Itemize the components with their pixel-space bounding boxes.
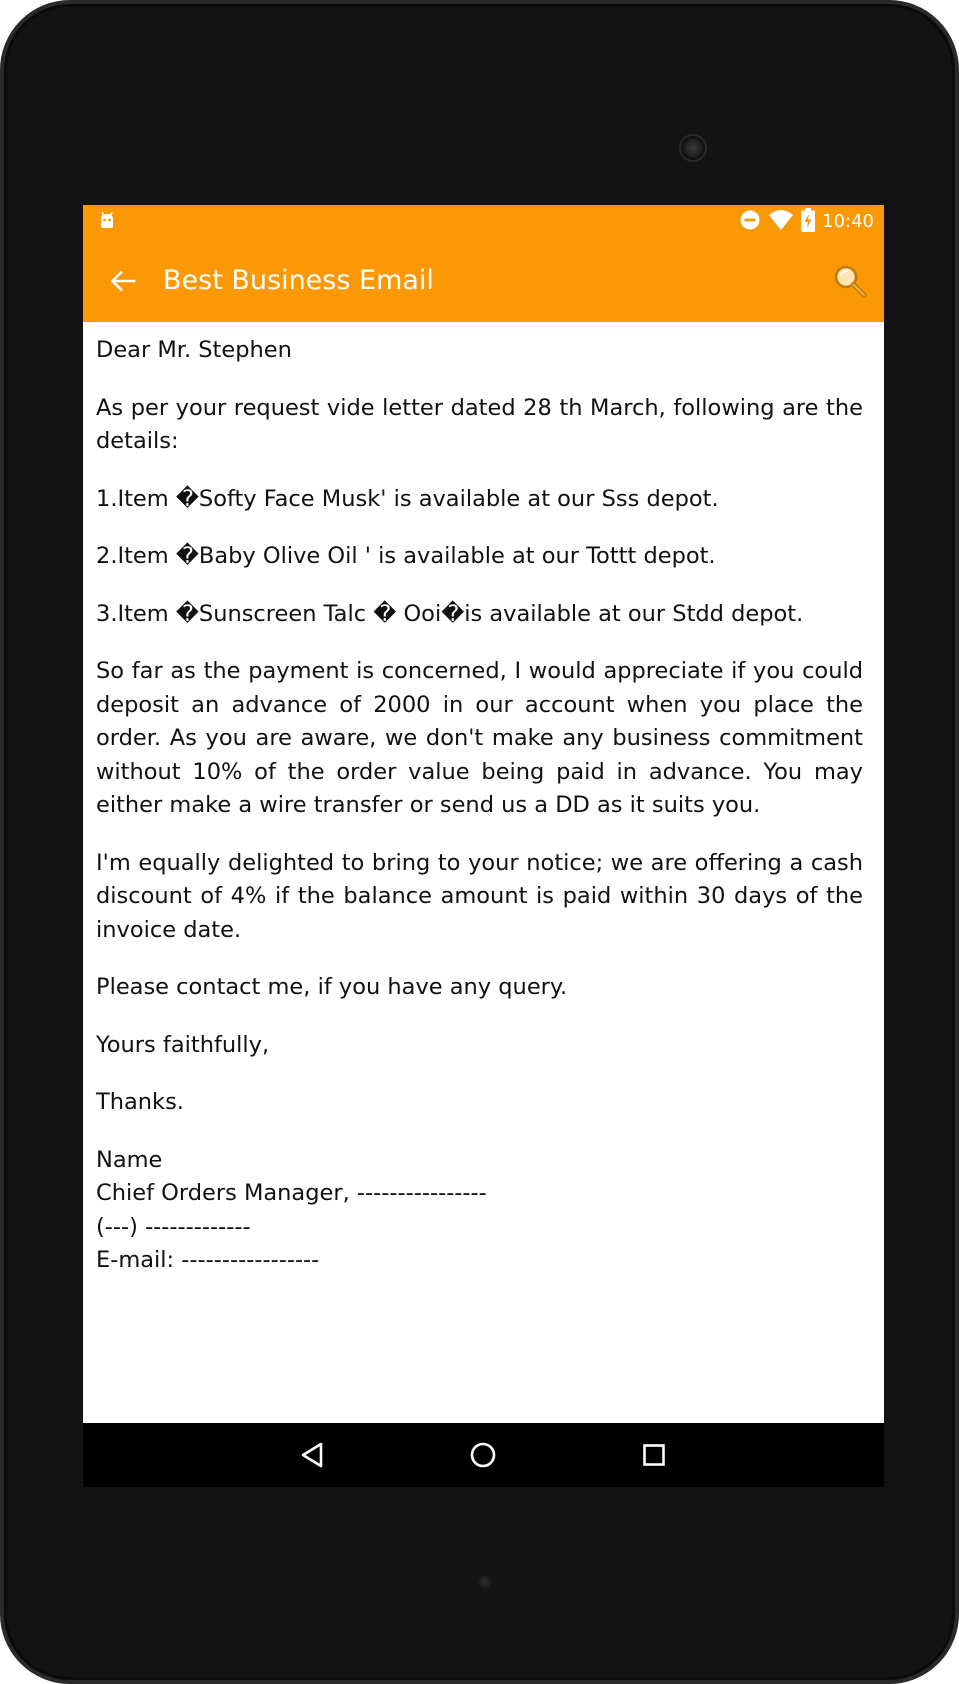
wifi-icon (768, 209, 794, 235)
status-bar (83, 205, 884, 239)
light-sensor (478, 1575, 492, 1589)
signature-name: Name (96, 1146, 163, 1173)
letter-body (96, 322, 863, 1302)
nav-back-button[interactable] (284, 1431, 340, 1479)
signature-phone: (---) ------------- (96, 1213, 251, 1240)
arrow-back-icon (110, 270, 136, 292)
paragraph-payment: So far as the payment is concerned, I would appreciate if you could deposit an advance of 2000 in our account when you place the order. As you are aware, we don't make any business commitment without 10% of the order value being paid in advance. You may either make a wire transfer or send us a DD as it suits you. (96, 658, 863, 818)
status-clock: 10:40 (822, 211, 874, 232)
navigation-bar (83, 1423, 884, 1487)
nav-recents-button[interactable] (626, 1431, 682, 1479)
signature-title: Chief Orders Manager, ---------------- (96, 1180, 487, 1206)
paragraph-item-2: 2.Item �Baby Olive Oil ' is available at our Tottt depot. (96, 543, 716, 569)
signature-email: E-mail: ----------------- (96, 1247, 320, 1273)
android-notification-icon (97, 211, 117, 235)
front-camera (679, 134, 707, 162)
paragraph-request: As per your request vide letter dated 28 th March, following are the details: (96, 394, 863, 454)
battery-charging-icon (801, 208, 815, 236)
nav-home-button[interactable] (455, 1431, 511, 1479)
back-button[interactable] (101, 259, 145, 303)
nav-recents-icon (641, 1442, 667, 1468)
paragraph-discount: I'm equally delighted to bring to your notice; we are offering a cash discount of 4% if the balance amount is paid within 30 days of the invoice date. (96, 849, 863, 943)
do-not-disturb-icon (739, 209, 761, 235)
thanks: Thanks. (96, 1089, 184, 1115)
search-icon (833, 264, 867, 298)
closing: Yours faithfully, (96, 1031, 270, 1058)
signature-block (96, 1144, 863, 1278)
paragraph-item-3: 3.Item �Sunscreen Talc � Ooi�is available at our Stdd depot. (96, 600, 804, 627)
screen (83, 205, 884, 1487)
page-title: Best Business Email (163, 265, 434, 296)
nav-back-icon (299, 1441, 325, 1469)
salutation: Dear Mr. Stephen (96, 337, 292, 363)
paragraph-contact: Please contact me, if you have any query. (96, 974, 568, 1000)
search-button[interactable] (826, 257, 874, 305)
nav-home-icon (469, 1441, 497, 1469)
app-bar (83, 239, 884, 322)
paragraph-item-1: 1.Item �Softy Face Musk' is available at our Sss depot. (96, 485, 719, 512)
